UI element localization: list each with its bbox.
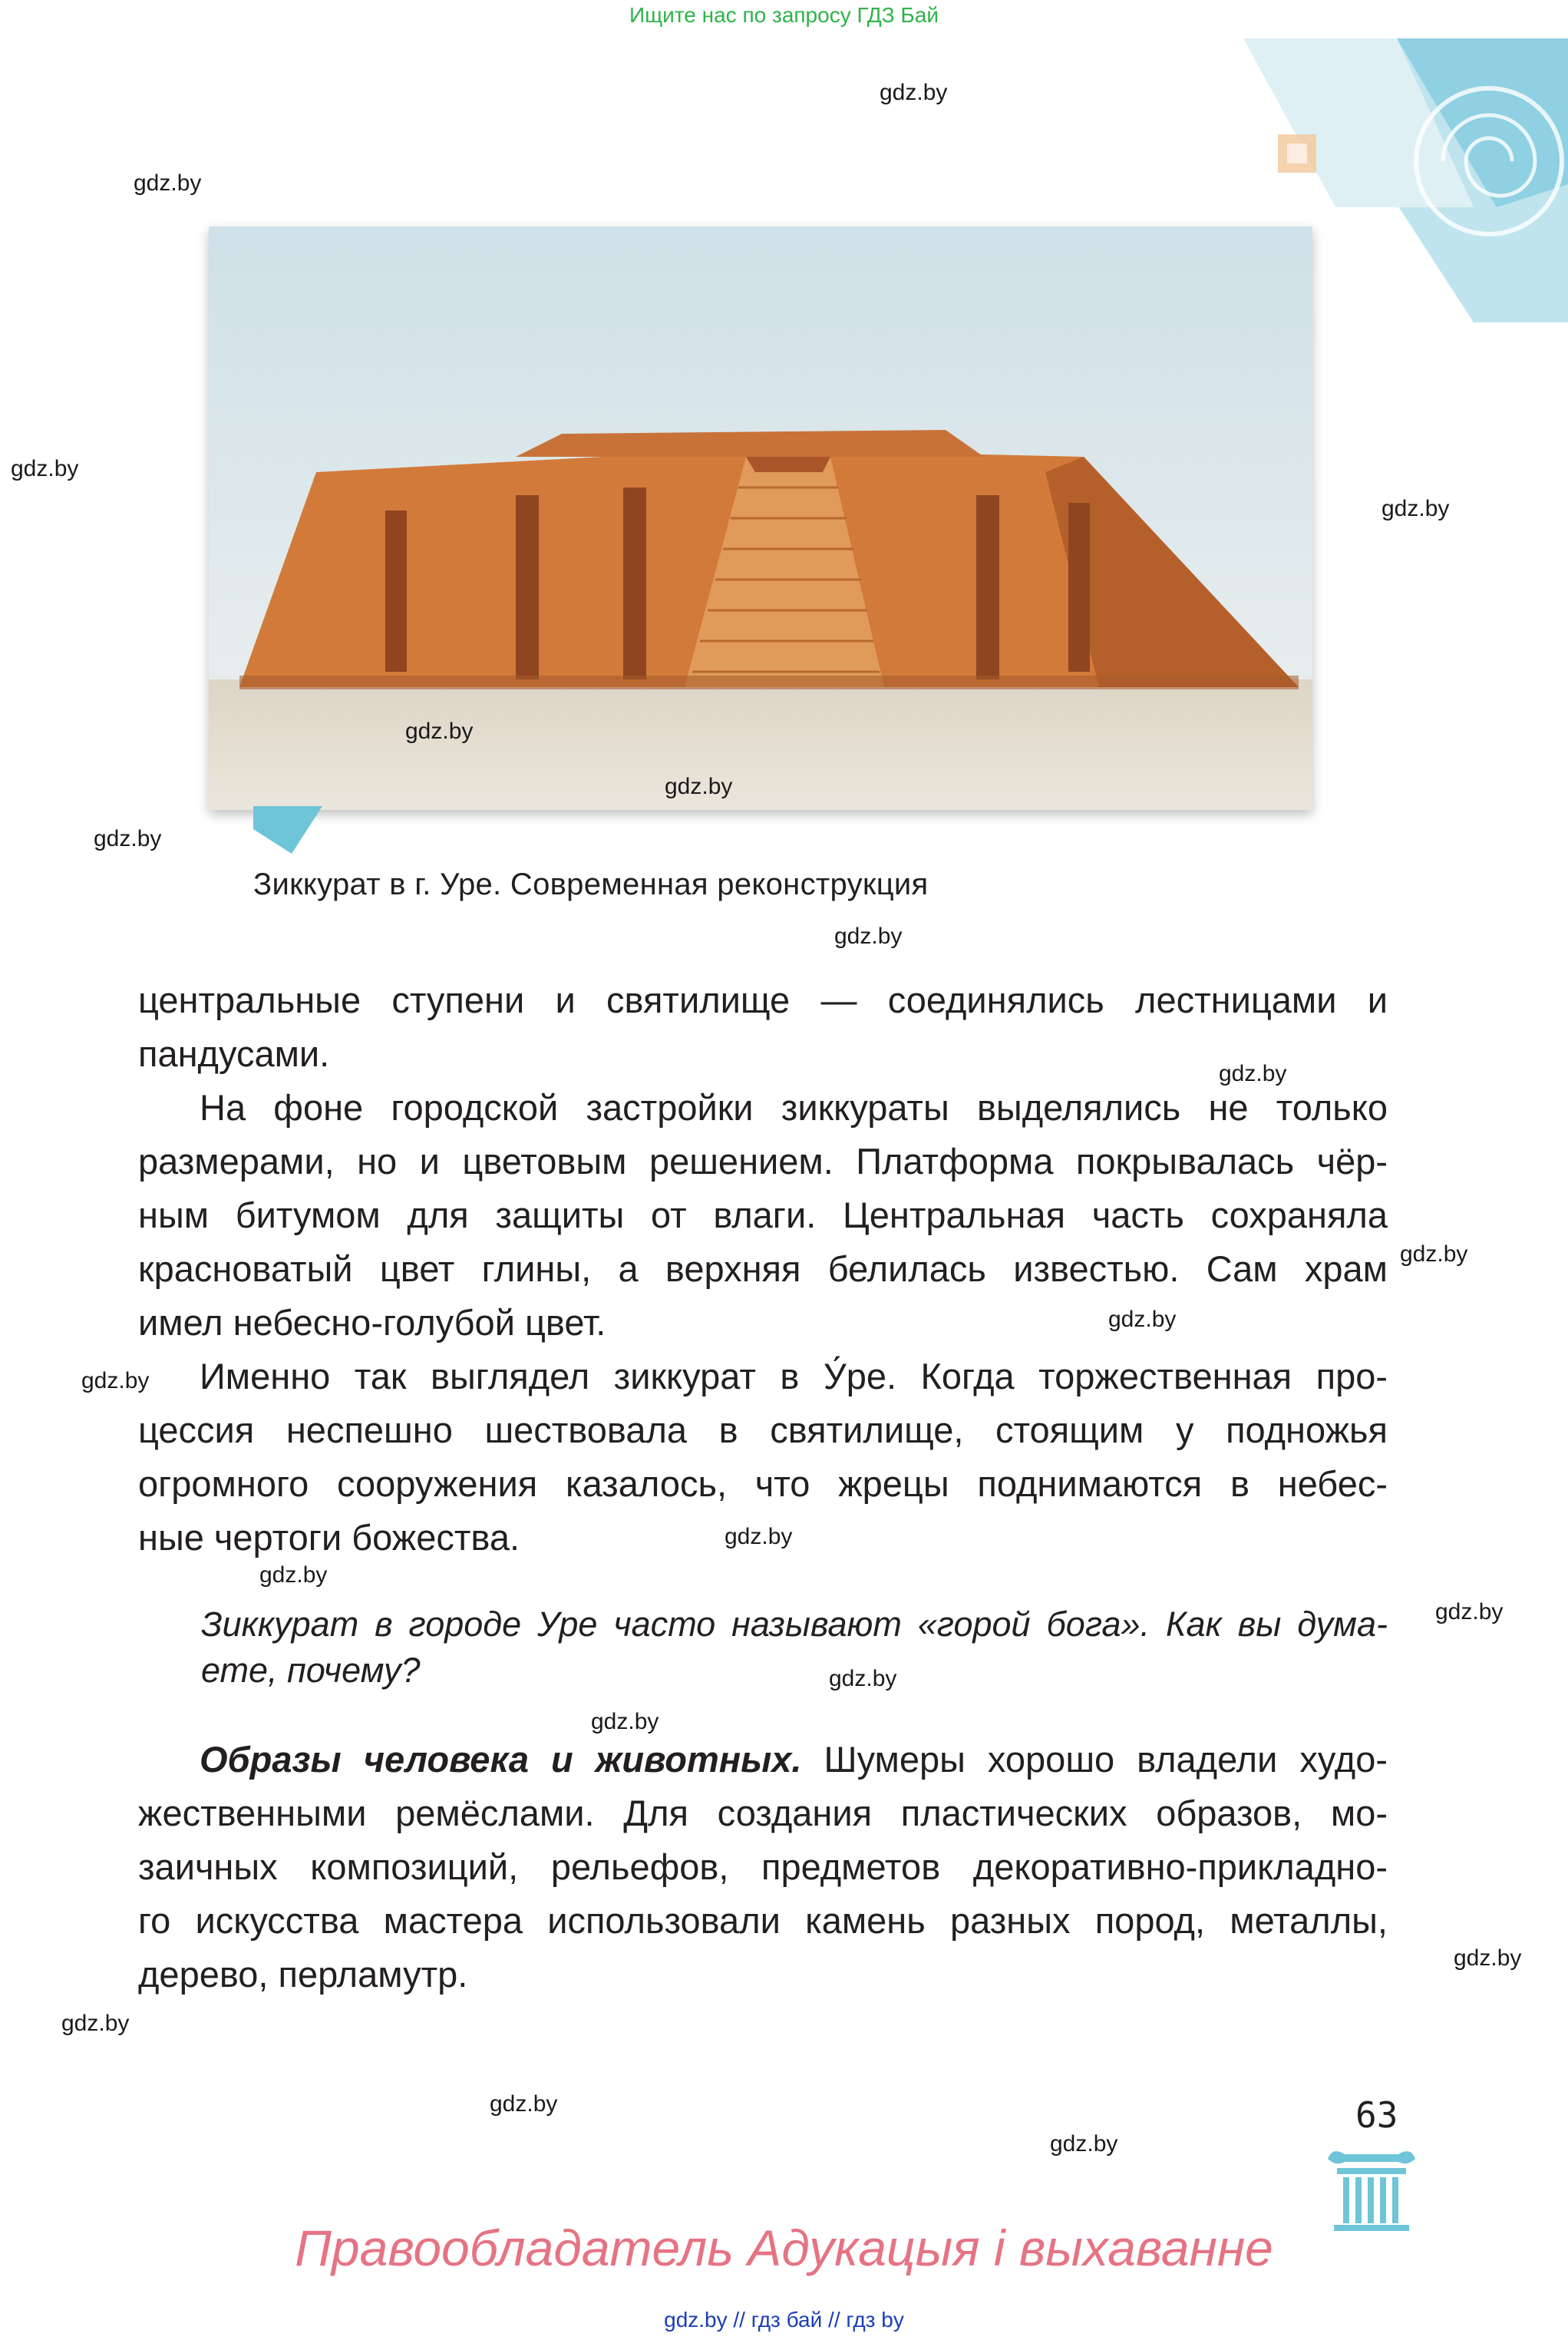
watermark: gdz.by xyxy=(725,1524,793,1549)
watermark: gdz.by xyxy=(81,1368,150,1393)
text-line: го искусства мастера использовали камень разных пород, металлы, xyxy=(138,1900,1388,1941)
text-line: ным битумом для защиты от влаги. Центральная часть сохраняла xyxy=(138,1195,1388,1235)
question-line: ете, почему? xyxy=(201,1651,421,1690)
watermark: gdz.by xyxy=(834,924,903,949)
watermark: gdz.by xyxy=(665,774,733,799)
text-line: дерево, перламутр. xyxy=(138,1954,468,1995)
text-line: центральные ступени и святилище — соединялись лестницами и xyxy=(138,980,1388,1020)
watermark: gdz.by xyxy=(490,2091,558,2117)
watermark: gdz.by xyxy=(1050,2131,1118,2157)
footer-links[interactable]: gdz.by // гдз бай // гдз by xyxy=(664,2308,904,2332)
page-number: 63 xyxy=(1355,2094,1398,2136)
text-line: Именно так выглядел зиккурат в У́ре. Когда торжественная про- xyxy=(200,1356,1388,1396)
paragraph-2 xyxy=(138,1081,1388,1350)
text-line: огромного сооружения казалось, что жрецы поднимаются в небес- xyxy=(138,1463,1388,1504)
text-line: красноватый цвет глины, а верхняя белилась известью. Сам храм xyxy=(138,1248,1388,1289)
lead-continuation: Шумеры хорошо владели худо- xyxy=(801,1739,1388,1780)
paragraph-4 xyxy=(138,1733,1388,2001)
watermark: gdz.by xyxy=(829,1666,897,1691)
text-line: На фоне городской застройки зиккураты выделялись не только xyxy=(200,1087,1388,1128)
watermark: gdz.by xyxy=(1454,1945,1522,1971)
section-lead: Образы человека и животных. xyxy=(200,1739,802,1780)
photo-tab-accent xyxy=(253,806,322,854)
watermark: gdz.by xyxy=(1108,1307,1177,1332)
top-banner[interactable]: Ищите нас по запросу ГДЗ Бай xyxy=(629,3,939,27)
watermark: gdz.by xyxy=(259,1562,328,1588)
watermark: gdz.by xyxy=(880,80,948,105)
text-line: размерами, но и цветовым решением. Платформа покрывалась чёр- xyxy=(138,1141,1388,1182)
question-line: Зиккурат в городе Уре часто называют «горой бога». Как вы дума- xyxy=(201,1605,1388,1644)
text-line: заичных композиций, рельефов, предметов декоративно-прикладно- xyxy=(138,1846,1388,1887)
text-line: жественными ремёслами. Для создания пластических образов, мо- xyxy=(138,1793,1388,1833)
question-block xyxy=(201,1601,1388,1694)
paragraph-1 xyxy=(138,973,1388,1081)
watermark: gdz.by xyxy=(1219,1061,1287,1086)
watermark: gdz.by xyxy=(134,170,202,196)
watermark: gdz.by xyxy=(11,456,79,481)
copyright-line: Правообладатель Адукацыя і выхаванне xyxy=(295,2219,1273,2276)
figure-caption: Зиккурат в г. Уре. Современная реконструкция xyxy=(253,868,929,901)
text-line: имел небесно-голубой цвет. xyxy=(138,1302,606,1343)
text-line: цессия неспешно шествовала в святилище, стоящим у подножья xyxy=(138,1410,1388,1450)
ziggurat-photo xyxy=(209,226,1312,810)
watermark: gdz.by xyxy=(591,1709,659,1734)
watermark: gdz.by xyxy=(1381,496,1450,521)
watermark: gdz.by xyxy=(1400,1241,1468,1267)
text-line: ные чертоги божества. xyxy=(138,1517,520,1558)
watermark: gdz.by xyxy=(405,719,474,744)
watermark: gdz.by xyxy=(61,2011,130,2036)
text-line: пандусами. xyxy=(138,1033,330,1074)
watermark: gdz.by xyxy=(94,826,162,851)
watermark: gdz.by xyxy=(1435,1599,1504,1624)
text-line xyxy=(138,1733,1388,1786)
